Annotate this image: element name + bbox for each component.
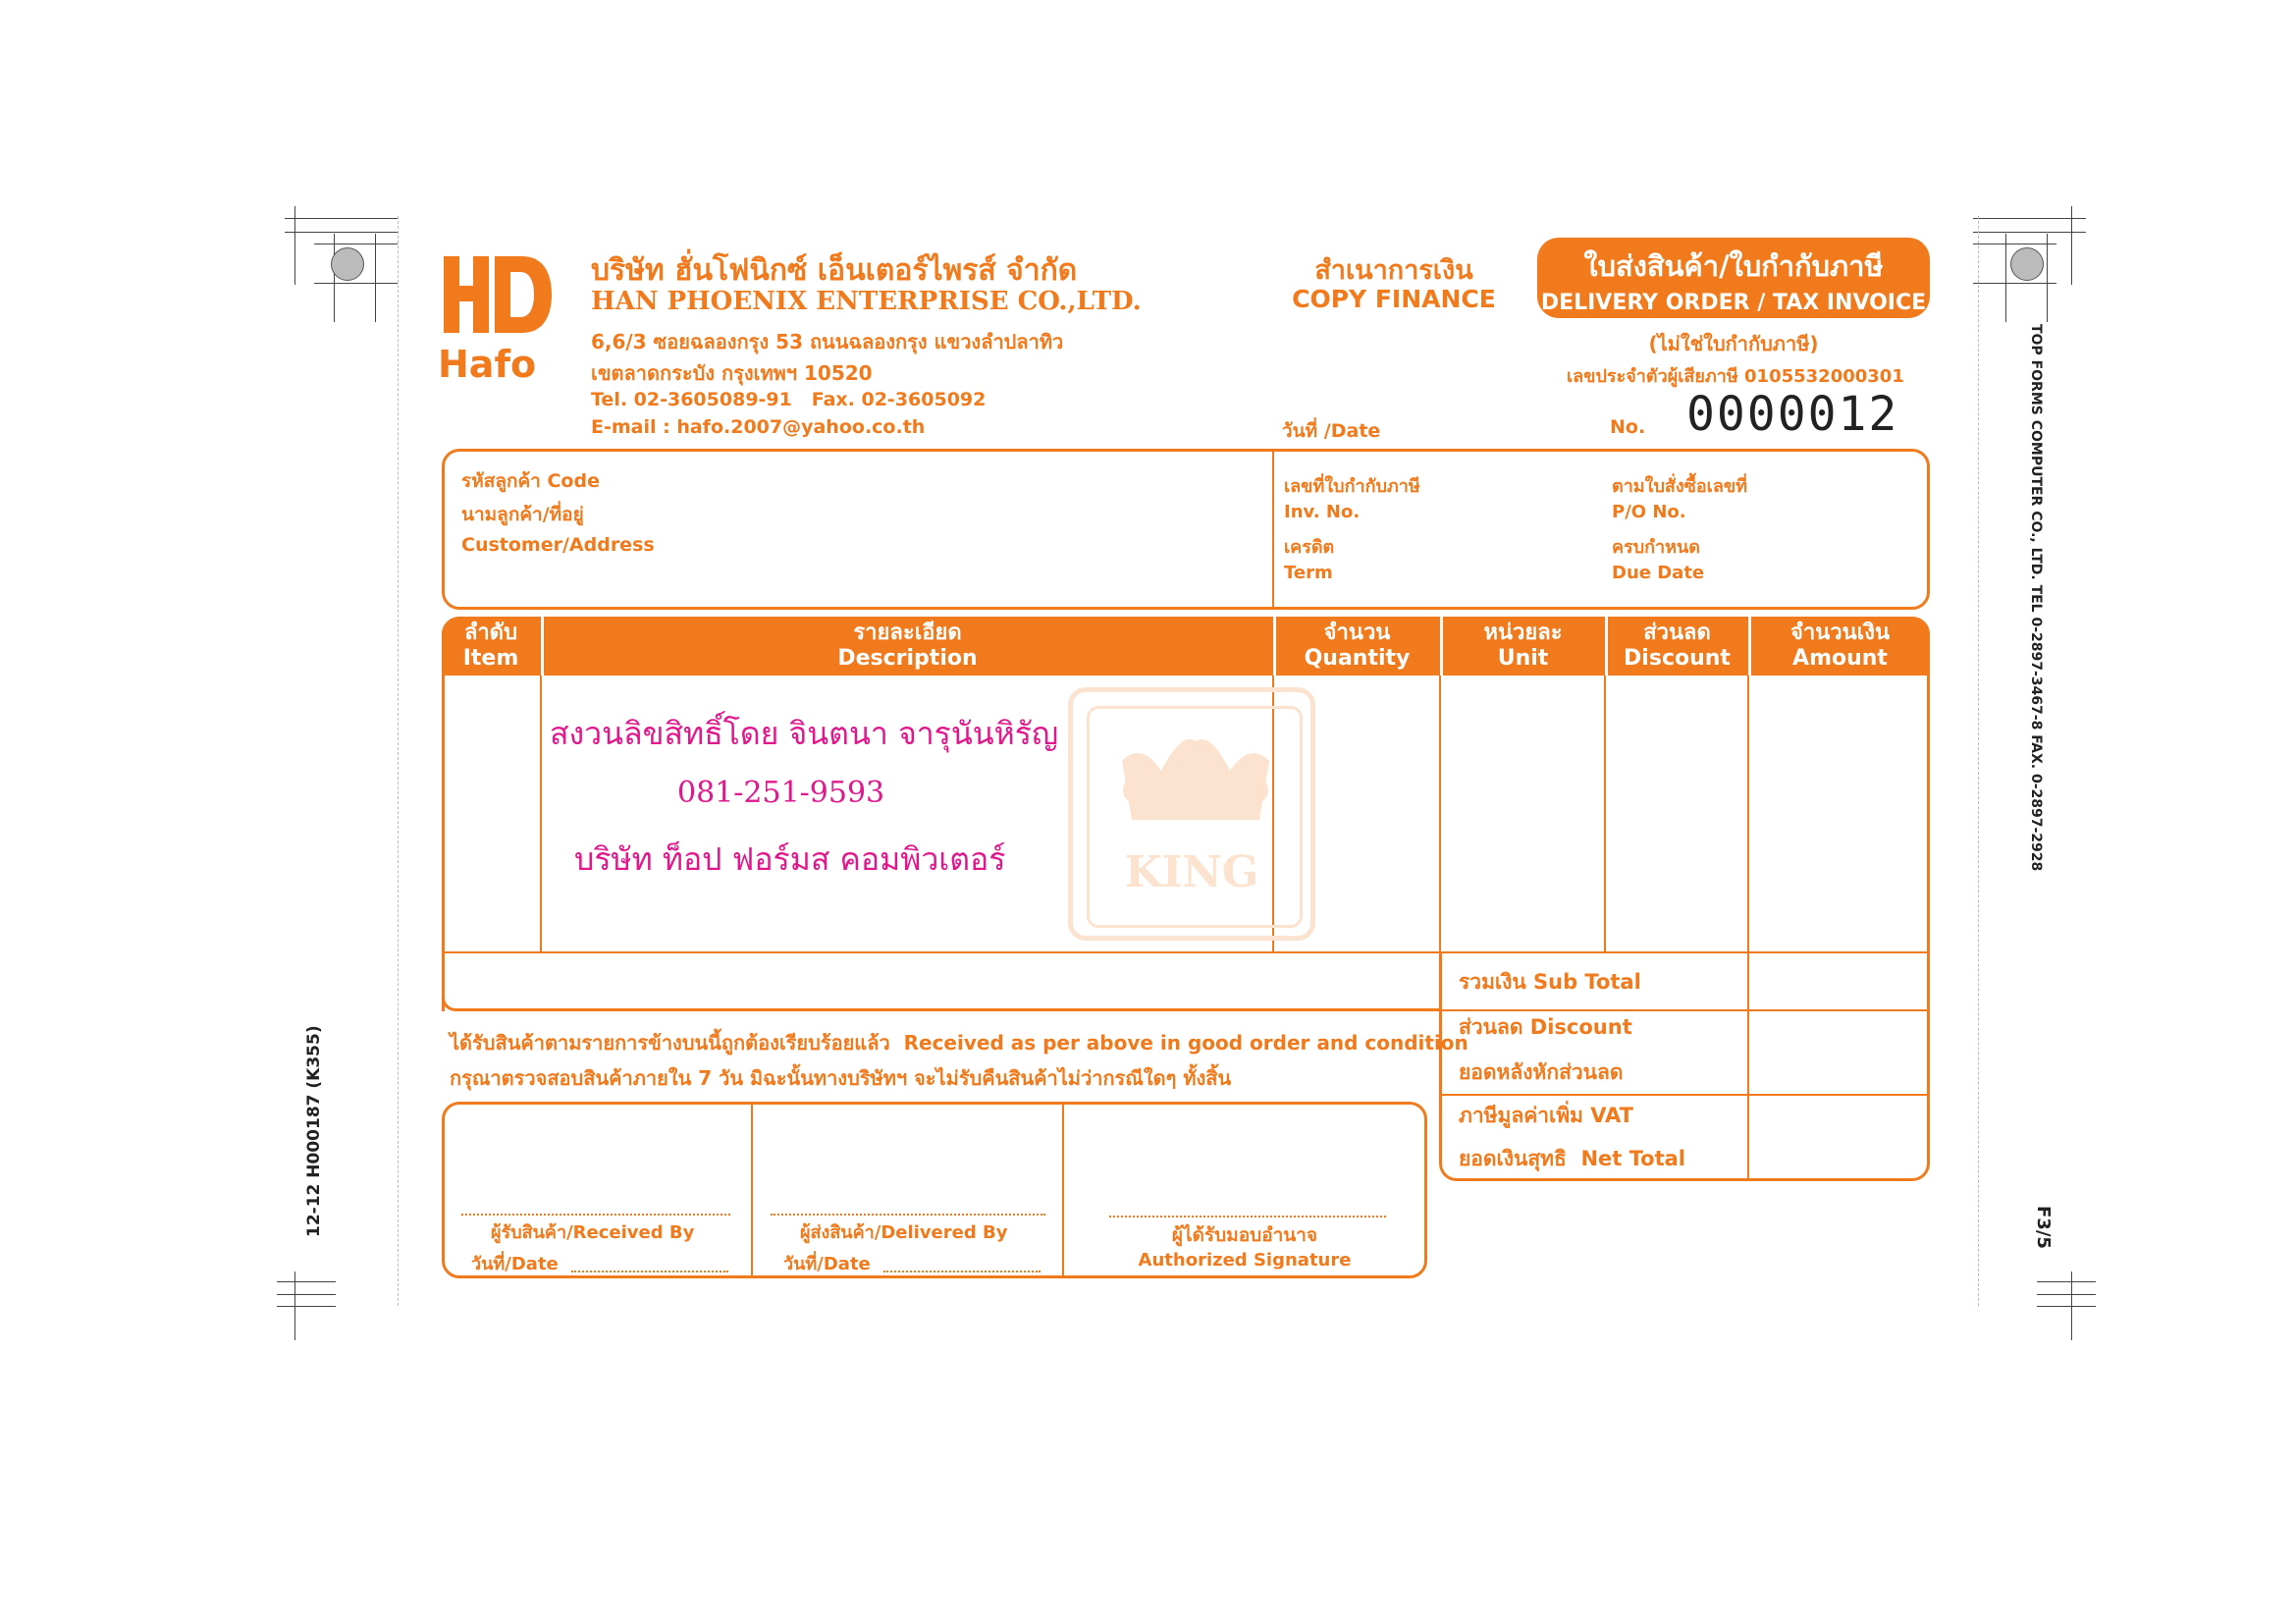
logo-text: Hafo — [438, 343, 537, 386]
company-name-en: HAN PHOENIX ENTERPRISE CO.,LTD. — [591, 287, 1142, 316]
delivered-date-label: วันที่/Date — [783, 1254, 871, 1274]
copy-label-en: COPY FINANCE — [1292, 285, 1496, 313]
registration-target-icon — [331, 247, 364, 281]
received-note-2: กรุณาตรวจสอบสินค้าภายใน 7 วัน มิฉะนั้นทางบริษัทฯ จะไม่รับคืนสินค้าไม่ว่ากรณีใดๆ ทั้งสิ้น — [450, 1066, 1232, 1090]
company-name-th: บริษัท ฮั่นโฟนิกซ์ เอ็นเตอร์ไพรส์ จำกัด — [591, 253, 1078, 288]
doc-no-label: No. — [1610, 416, 1646, 438]
printer-info-text: TOP FORMS COMPUTER CO., LTD. TEL 0-2897-3467-8 FAX. 0-2897-2928 — [2028, 324, 2044, 872]
watermark-text: KING — [1124, 847, 1259, 897]
term-en: Term — [1284, 563, 1333, 583]
king-watermark — [1068, 687, 1315, 941]
subtotal-label: รวมเงิน Sub Total — [1459, 970, 1641, 994]
doc-title-note: (ไม่ใช่ใบกำกับภาษี) — [1648, 332, 1819, 355]
col-item-header: ลำดับ Item — [462, 621, 519, 671]
col-amount-header: จำนวนเงิน Amount — [1790, 621, 1890, 671]
discount-label: ส่วนลด Discount — [1459, 1015, 1632, 1039]
col-quantity-header: จำนวน Quantity — [1304, 621, 1411, 671]
due-date-th: ครบกำหนด — [1612, 537, 1700, 558]
hd-logo-icon — [438, 250, 556, 339]
sample-line-3: บริษัท ท็อป ฟอร์มส คอมพิวเตอร์ — [574, 840, 1006, 878]
authorized-th-label: ผู้ได้รับมอบอำนาจ — [1171, 1224, 1318, 1246]
customer-address-label: Customer/Address — [461, 534, 655, 556]
received-note-1: ได้รับสินค้าตามรายการข้างบนนี้ถูกต้องเรียบร้อยแล้ว Received as per above in good order and condition — [450, 1031, 1468, 1055]
net-total-label: ยอดเงินสุทธิ Net Total — [1459, 1147, 1685, 1170]
received-by-label: ผู้รับสินค้า/Received By — [491, 1222, 695, 1243]
sample-line-1: สงวนลิขสิทธิ์โดย จินตนา จารุนันหิรัญ — [550, 715, 1059, 752]
doc-title-en: DELIVERY ORDER / TAX INVOICE — [1540, 291, 1927, 315]
customer-code-label: รหัสลูกค้า Code — [461, 470, 600, 492]
doc-title-badge — [1537, 238, 1930, 318]
due-date-en: Due Date — [1612, 563, 1705, 583]
po-no-en: P/O No. — [1612, 502, 1686, 522]
company-logo — [438, 250, 556, 388]
received-date-label: วันที่/Date — [471, 1254, 559, 1274]
term-th: เครดิต — [1284, 537, 1335, 558]
customer-name-label: นามลูกค้า/ที่อยู่ — [461, 504, 584, 525]
company-phone-fax: Tel. 02-3605089-91 Fax. 02-3605092 — [591, 389, 987, 410]
registration-target-icon — [2010, 247, 2044, 281]
form-code-text: 12-12 H000187 (K355) — [304, 1025, 324, 1237]
customer-info-box — [442, 449, 1930, 610]
doc-title-th: ใบส่งสินค้า/ใบกำกับภาษี — [1583, 249, 1884, 283]
crown-icon — [1112, 731, 1279, 839]
delivered-by-label: ผู้ส่งสินค้า/Delivered By — [800, 1222, 1008, 1243]
col-discount-header: ส่วนลด Discount — [1624, 621, 1731, 671]
inv-no-th: เลขที่ใบกำกับภาษี — [1284, 476, 1420, 497]
copy-label-th: สำเนาการเงิน — [1314, 255, 1473, 286]
inv-no-en: Inv. No. — [1284, 502, 1361, 522]
form-page-code: F3/5 — [2033, 1206, 2054, 1249]
col-description-header: รายละเอียด Description — [837, 621, 978, 671]
company-email: E-mail : hafo.2007@yahoo.co.th — [591, 416, 926, 438]
tax-id: เลขประจำตัวผู้เสียภาษี 0105532000301 — [1567, 366, 1904, 387]
company-address-1: 6,6/3 ซอยฉลองกรุง 53 ถนนฉลองกรุง แขวงลำปลาทิว — [591, 330, 1064, 353]
date-label: วันที่ /Date — [1282, 420, 1381, 442]
doc-no-value: 0000012 — [1686, 387, 1899, 442]
po-no-th: ตามใบสั่งซื้อเลขที่ — [1612, 476, 1748, 497]
col-unit-header: หน่วยละ Unit — [1483, 621, 1563, 671]
authorized-en-label: Authorized Signature — [1138, 1250, 1352, 1271]
after-discount-label: ยอดหลังหักส่วนลด — [1459, 1060, 1624, 1084]
sample-line-2: 081-251-9593 — [677, 776, 885, 810]
company-address-2: เขตลาดกระบัง กรุงเทพฯ 10520 — [591, 361, 873, 385]
vat-label: ภาษีมูลค่าเพิ่ม VAT — [1459, 1104, 1633, 1127]
